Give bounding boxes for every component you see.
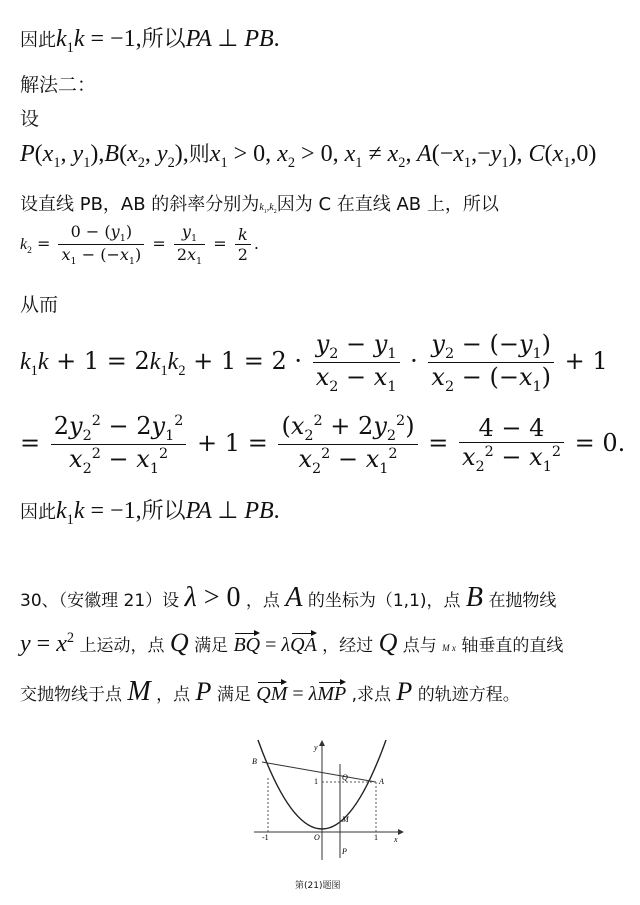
label-neg1: -1: [262, 833, 269, 842]
from-word: 从而: [20, 294, 59, 316]
then-word: 则: [188, 142, 210, 166]
problem-30-line-1: 30、（安徽理 21）设 λ > 0 ，点 A 的坐标为（1,1)，点 B 在抛物线: [20, 582, 557, 613]
conclusion-line-1: [20, 22, 280, 57]
conclusion-prefix: 因此: [20, 30, 56, 51]
figure-caption: 第(21)题图: [295, 881, 341, 891]
parabola-figure: [248, 738, 406, 878]
y-axis-arrow: [319, 740, 325, 746]
label-one-y: 1: [314, 777, 318, 786]
conclusion-word: 所以: [141, 27, 186, 52]
label-x: x: [394, 835, 398, 844]
line-BA: [262, 762, 376, 782]
label-one-x: 1: [374, 833, 378, 842]
k2-equation: $k_2$ = $\frac{0 - (y_1)}{x_1 - (-x_1)}$ = $\frac{y_1}{2x_1}$ = $\frac{k}{2}$ .: [20, 222, 260, 268]
label-A: A: [379, 777, 384, 786]
problem-30-line-2: $y = x^2$ 上运动，点 Q 满足 BQ = λQA ，经过 Q 点与 M x 轴垂直的直线: [20, 628, 564, 657]
formula: $k_1,k_2$: [259, 202, 277, 215]
formula: PA ⊥ PB.: [185, 498, 280, 524]
formula: $k_1k = -1$,: [56, 498, 142, 528]
set-word: 设: [20, 108, 40, 130]
conclusion-line-2: [20, 494, 280, 529]
label-P: P: [342, 847, 347, 856]
assumption-line: [20, 138, 596, 172]
label-O: O: [314, 833, 320, 842]
x-axis-arrow: [398, 829, 404, 835]
formula: PA ⊥ PB.: [185, 26, 280, 52]
problem-30-line-3: 交抛物线于点 M ，点 P 满足 QM = λMP ,求点 P 的轨迹方程。: [20, 676, 520, 707]
label-y: y: [314, 743, 318, 752]
formula: $k_1k = -1$,: [56, 26, 142, 56]
method-title: 解法二：: [20, 74, 97, 96]
label-M: M: [342, 815, 349, 824]
slope-description: 设直线 PB，AB 的斜率分别为$k_1,k_2$因为 C 在直线 AB 上，所以: [20, 194, 499, 215]
conclusion-prefix: 因此: [20, 502, 56, 523]
label-Q: Q: [342, 773, 348, 782]
derivation-line-2: = $\frac{2y_2^2 - 2y_1^2}{x_2^2 - x_1^2}$ + 1 = $\frac{(x_2^2 + 2y_2^2)}{x_2^2 - x_1^2}$ = $\frac{4 - 4}{x_2^2 - x_1^2}$ = 0.: [20, 412, 626, 477]
derivation-line-1: $k_1k + 1 = 2k_1k_2 + 1 = 2$ · $\frac{y_2 - y_1}{x_2 - x_1}$ · $\frac{y_2 - (-y_1)}{x_2 - (-x_1)}$ + 1: [20, 330, 608, 395]
label-B: B: [252, 757, 257, 766]
formula: $x_1 > 0$, $x_2 > 0$, $x_1 \ne x_2$, $A(-x_1,-y_1)$, $C(x_1,0)$: [209, 141, 597, 171]
conclusion-word: 所以: [141, 499, 186, 524]
formula: $P(x_1$, $y_1),B(x_2$, $y_2$),: [20, 141, 189, 171]
